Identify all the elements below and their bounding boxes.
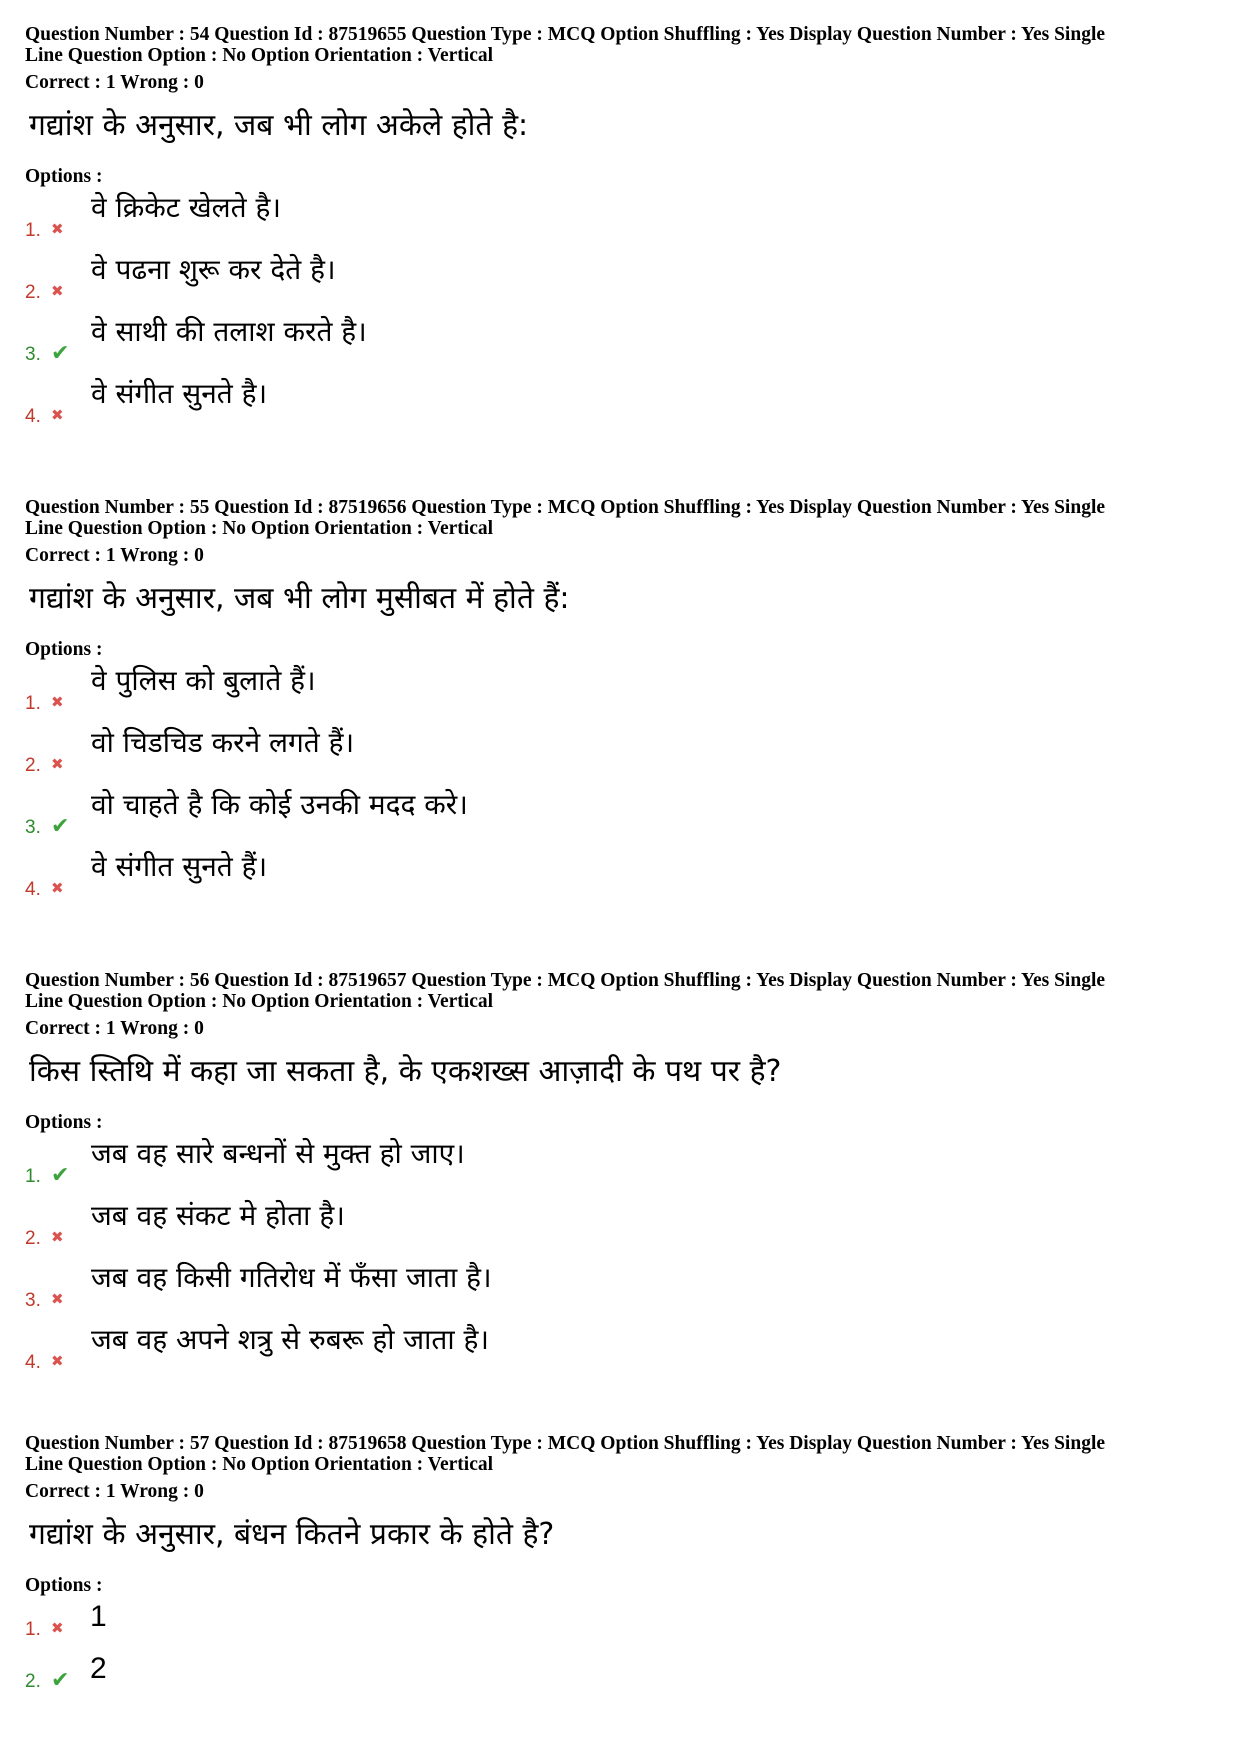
question-meta-line: Question Number : 57 Question Id : 87519658 Question Type : MCQ Option Shuffling : Yes Display Question Number : Yes Single (25, 1433, 1106, 1454)
score-info: Correct : 1 Wrong : 0 (25, 72, 204, 93)
wrong-cross-icon: ✖ (51, 1352, 64, 1370)
correct-check-icon: ✔ (51, 1163, 70, 1188)
option-number: 2. (25, 755, 41, 776)
option-text: जब वह सारे बन्धनों से मुक्त हो जाए। (91, 1137, 465, 1170)
option-item (25, 374, 1220, 436)
question-text: गद्यांश के अनुसार, बंधन कितने प्रकार के होते है? (29, 1517, 555, 1552)
option-item (25, 785, 1220, 847)
option-number: 1. (25, 693, 41, 714)
option-text: जब वह किसी गतिरोध में फँसा जाता है। (91, 1261, 492, 1294)
option-number: 2. (25, 1228, 41, 1249)
option-number: 2. (25, 1671, 41, 1692)
option-item (25, 1258, 1220, 1320)
option-item (25, 250, 1220, 312)
option-item (25, 188, 1220, 250)
wrong-cross-icon: ✖ (51, 693, 64, 711)
question-block-57 (25, 1433, 1220, 1701)
wrong-cross-icon: ✖ (51, 1228, 64, 1246)
option-text: 2 (90, 1652, 107, 1685)
option-item (25, 1649, 1220, 1701)
option-number: 2. (25, 282, 41, 303)
correct-check-icon: ✔ (51, 814, 70, 839)
option-item (25, 312, 1220, 374)
option-number: 1. (25, 1166, 41, 1187)
option-item (25, 723, 1220, 785)
option-text: वे क्रिकेट खेलते है। (91, 191, 281, 224)
question-text: गद्यांश के अनुसार, जब भी लोग अकेले होते है: (29, 108, 529, 143)
question-meta-line: Line Question Option : No Option Orientation : Vertical (25, 518, 494, 539)
question-meta-line: Question Number : 54 Question Id : 87519655 Question Type : MCQ Option Shuffling : Yes Display Question Number : Yes Single (25, 24, 1106, 45)
option-text: वे पुलिस को बुलाते हैं। (91, 664, 316, 697)
question-block-55 (25, 497, 1220, 909)
option-item (25, 661, 1220, 723)
options-label: Options : (25, 1575, 103, 1596)
score-info: Correct : 1 Wrong : 0 (25, 545, 204, 566)
option-number: 3. (25, 344, 41, 365)
option-item (25, 1597, 1220, 1649)
wrong-cross-icon: ✖ (51, 1290, 64, 1308)
option-text: जब वह संकट मे होता है। (91, 1199, 345, 1232)
option-number: 1. (25, 220, 41, 241)
option-text: वे संगीत सुनते है। (91, 377, 268, 410)
option-text: वे संगीत सुनते हैं। (91, 850, 268, 883)
score-info: Correct : 1 Wrong : 0 (25, 1018, 204, 1039)
option-text: 1 (90, 1600, 107, 1633)
question-meta-line: Line Question Option : No Option Orientation : Vertical (25, 1454, 494, 1475)
wrong-cross-icon: ✖ (51, 1619, 64, 1637)
question-meta-line: Question Number : 55 Question Id : 87519656 Question Type : MCQ Option Shuffling : Yes Display Question Number : Yes Single (25, 497, 1106, 518)
option-text: वे साथी की तलाश करते है। (91, 315, 367, 348)
wrong-cross-icon: ✖ (51, 879, 64, 897)
correct-check-icon: ✔ (51, 341, 70, 366)
option-number: 4. (25, 1352, 41, 1373)
option-text: जब वह अपने शत्रु से रुबरू हो जाता है। (91, 1323, 489, 1356)
correct-check-icon: ✔ (51, 1668, 70, 1693)
option-number: 4. (25, 406, 41, 427)
wrong-cross-icon: ✖ (51, 282, 64, 300)
option-number: 1. (25, 1619, 41, 1640)
option-item (25, 1134, 1220, 1196)
score-info: Correct : 1 Wrong : 0 (25, 1481, 204, 1502)
option-item (25, 847, 1220, 909)
option-number: 3. (25, 1290, 41, 1311)
options-label: Options : (25, 1112, 103, 1133)
option-item (25, 1320, 1220, 1382)
question-text: गद्यांश के अनुसार, जब भी लोग मुसीबत में होते हैं: (29, 581, 570, 616)
question-meta-line: Line Question Option : No Option Orientation : Vertical (25, 991, 494, 1012)
options-label: Options : (25, 166, 103, 187)
wrong-cross-icon: ✖ (51, 755, 64, 773)
option-number: 4. (25, 879, 41, 900)
question-meta-line: Question Number : 56 Question Id : 87519657 Question Type : MCQ Option Shuffling : Yes Display Question Number : Yes Single (25, 970, 1106, 991)
question-block-56 (25, 970, 1220, 1382)
question-meta-line: Line Question Option : No Option Orientation : Vertical (25, 45, 494, 66)
wrong-cross-icon: ✖ (51, 406, 64, 424)
option-text: वे पढना शुरू कर देते है। (91, 253, 336, 286)
option-number: 3. (25, 817, 41, 838)
option-text: वो चाहते है कि कोई उनकी मदद करे। (91, 788, 468, 821)
question-text: किस स्तिथि में कहा जा सकता है, के एकशख्स आज़ादी के पथ पर है? (29, 1054, 782, 1089)
options-label: Options : (25, 639, 103, 660)
wrong-cross-icon: ✖ (51, 220, 64, 238)
option-text: वो चिडचिड करने लगते हैं। (91, 726, 355, 759)
option-item (25, 1196, 1220, 1258)
question-block-54 (25, 24, 1220, 436)
